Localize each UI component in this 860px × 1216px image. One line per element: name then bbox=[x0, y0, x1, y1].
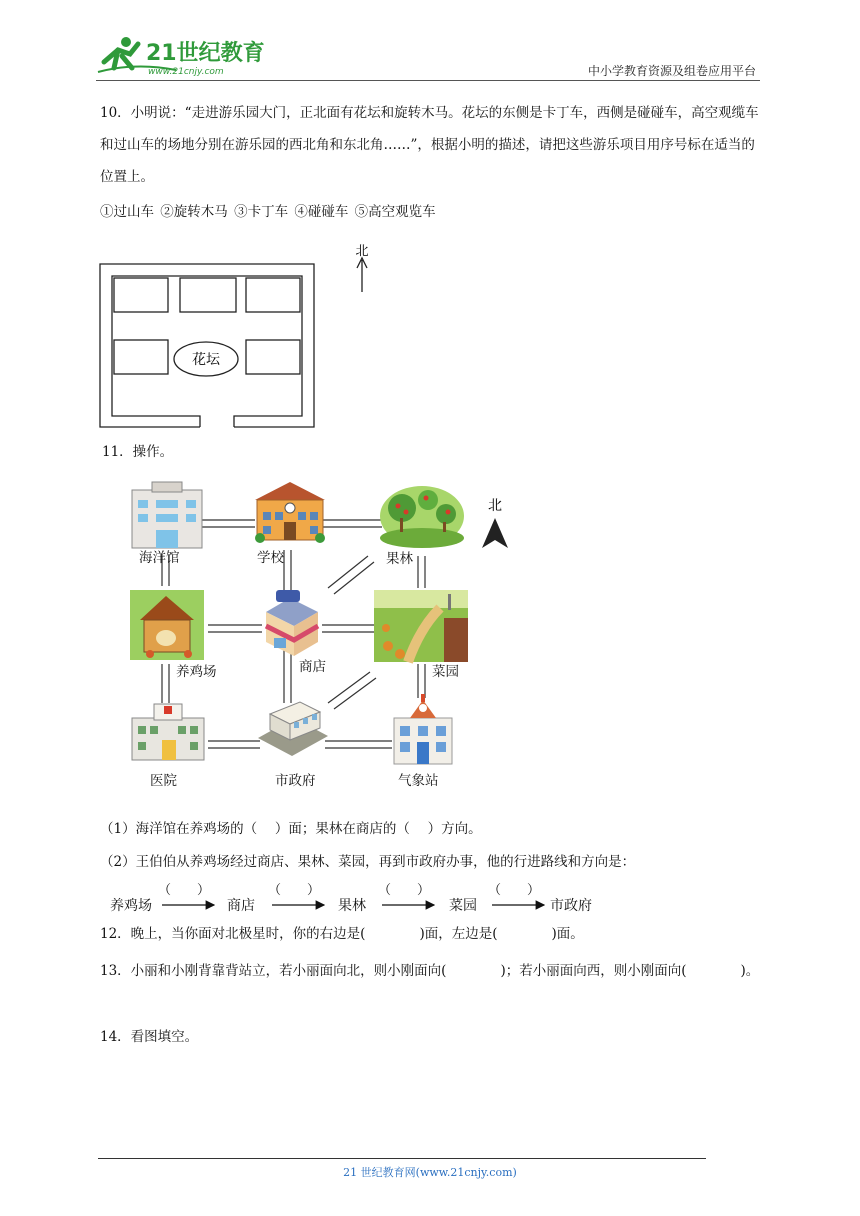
question-11-sub1: （1）海洋馆在养鸡场的（ ）面；果林在商店的（ ）方向。 bbox=[100, 821, 482, 837]
logo-text: 21世纪教育 bbox=[146, 41, 265, 66]
school-building-icon bbox=[255, 482, 325, 543]
vegetable-garden-icon bbox=[374, 590, 468, 662]
route-stop-2: 商店 bbox=[227, 898, 255, 914]
diagonal-road-top bbox=[328, 556, 374, 594]
label-aquarium: 海洋馆 bbox=[139, 550, 180, 566]
question-11-title: 11．操作。 bbox=[102, 444, 174, 460]
orchard-icon bbox=[380, 486, 464, 548]
flower-bed-label: 花坛 bbox=[192, 352, 220, 368]
route-stop-1: 养鸡场 bbox=[110, 898, 152, 914]
route-blank-1: （ ） bbox=[158, 883, 211, 898]
label-vegetable-garden: 菜园 bbox=[432, 664, 459, 680]
diagonal-road-bottom bbox=[328, 672, 376, 709]
park-outer-wall bbox=[100, 264, 314, 427]
route-blank-2: （ ） bbox=[268, 883, 321, 898]
plot-east bbox=[246, 340, 300, 374]
route-blank-4: （ ） bbox=[488, 883, 541, 898]
label-weather-station: 气象站 bbox=[398, 773, 439, 789]
plot-northeast bbox=[246, 278, 300, 312]
logo-url: www.21cnjy.com bbox=[148, 67, 224, 77]
weather-station-building-icon bbox=[394, 694, 452, 764]
site-logo bbox=[96, 34, 266, 78]
city-hall-building-icon bbox=[258, 702, 328, 756]
header-divider bbox=[96, 80, 760, 81]
label-orchard: 果林 bbox=[386, 551, 413, 567]
label-school: 学校 bbox=[257, 550, 284, 566]
label-chicken-farm: 养鸡场 bbox=[176, 664, 217, 680]
plot-north bbox=[180, 278, 236, 312]
route-stop-5: 市政府 bbox=[550, 898, 592, 914]
hospital-building-icon bbox=[132, 704, 204, 760]
north-arrow-icon bbox=[482, 518, 508, 548]
route-blank-3: （ ） bbox=[378, 883, 431, 898]
question-13-text: 13．小丽和小刚背靠背站立，若小丽面向北，则小刚面向( )；若小丽面向西，则小刚面向( )。 bbox=[100, 963, 760, 979]
chicken-farm-icon bbox=[130, 590, 204, 660]
question-11-sub2: （2）王伯伯从养鸡场经过商店、果林、菜园，再到市政府办事，他的行进路线和方向是： bbox=[100, 854, 636, 870]
question-14-text: 14．看图填空。 bbox=[100, 1029, 199, 1045]
plot-west bbox=[114, 340, 168, 374]
map-north-label: 北 bbox=[488, 498, 502, 514]
plot-northwest bbox=[114, 278, 168, 312]
amusement-park-map bbox=[98, 238, 378, 433]
question-10-options: ①过山车 ②旋转木马 ③卡丁车 ④碰碰车 ⑤高空观览车 bbox=[100, 204, 436, 220]
route-diagram bbox=[100, 878, 620, 918]
footer-text: 21 世纪教育网(www.21cnjy.com) bbox=[343, 1166, 517, 1179]
header-platform-text: 中小学教育资源及组卷应用平台 bbox=[587, 64, 756, 78]
route-stop-3: 果林 bbox=[338, 898, 366, 914]
shop-building-icon bbox=[266, 590, 318, 656]
label-hospital: 医院 bbox=[150, 773, 177, 789]
label-shop: 商店 bbox=[299, 659, 326, 675]
town-map bbox=[110, 478, 530, 798]
question-10-text: 10．小明说：“走进游乐园大门，正北面有花坛和旋转木马。花坛的东侧是卡丁车，西侧是碰碰车，高空观缆车和过山车的场地分别在游乐园的西北角和东北角……”，根据小明的描述，请把这些游乐项目用序号标在适当的位置上。 bbox=[100, 105, 759, 185]
route-stop-4: 菜园 bbox=[449, 898, 477, 914]
label-city-hall: 市政府 bbox=[275, 773, 316, 789]
north-label: 北 bbox=[355, 244, 369, 259]
north-arrow-icon bbox=[357, 258, 367, 292]
footer-divider bbox=[98, 1158, 706, 1159]
question-12-text: 12．晚上，当你面对北极星时，你的右边是( )面，左边是( )面。 bbox=[100, 926, 584, 942]
aquarium-building-icon bbox=[132, 482, 202, 548]
